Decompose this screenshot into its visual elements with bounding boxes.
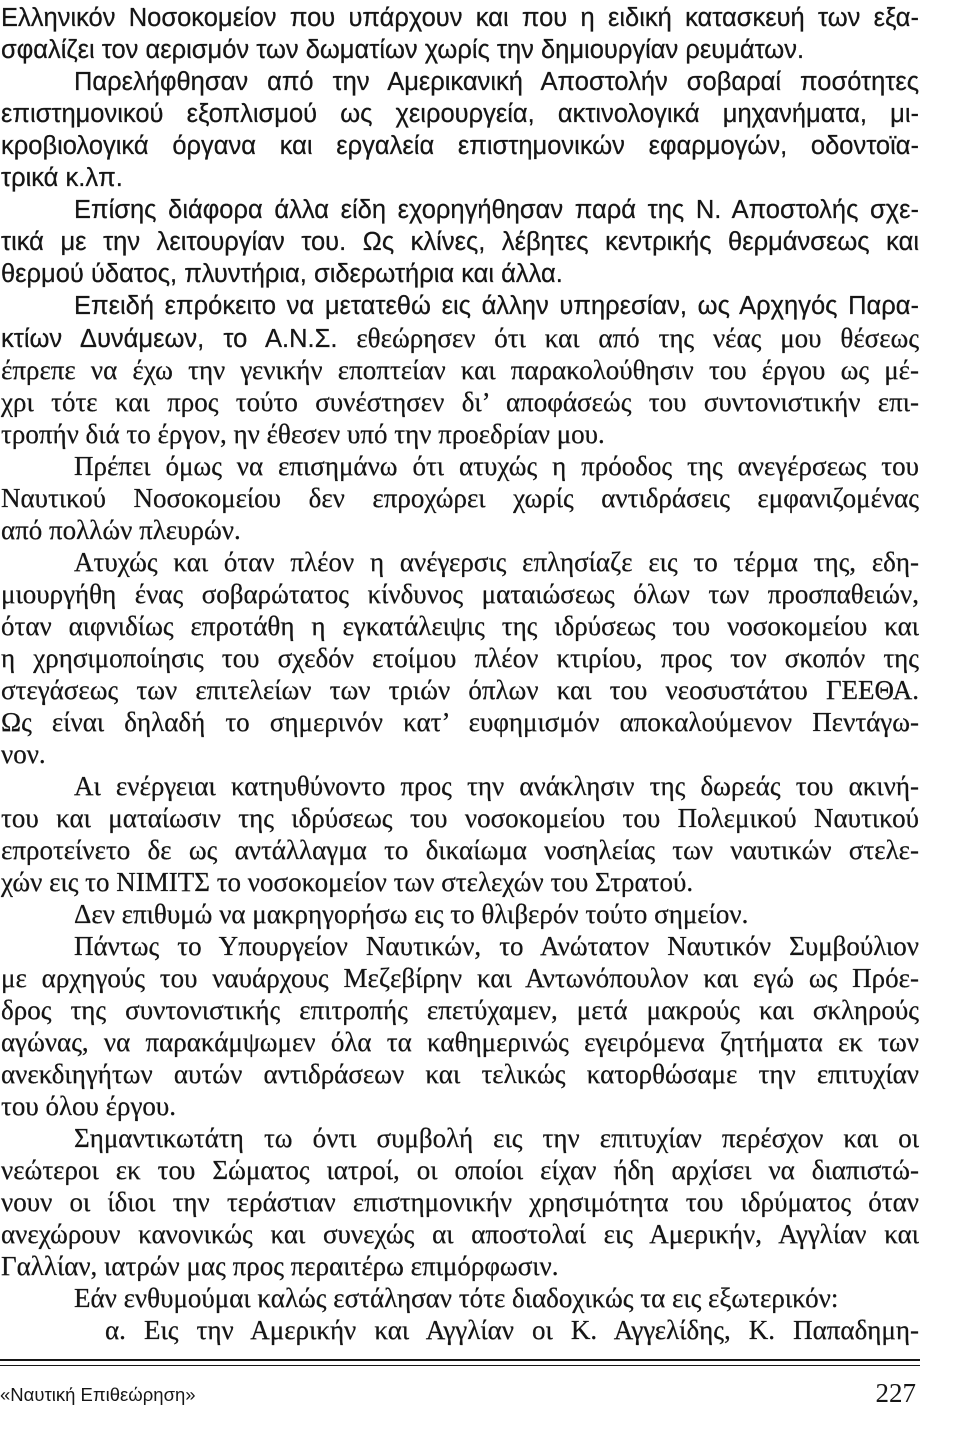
text-line [1,290,919,322]
line-text [1,323,919,353]
line-text: νεώτεροι εκ του Σώματος ιατροί, οι οποίοι είχαν ήδη αρχίσει να διαπιστώ- [1,1155,919,1185]
text-line [1,162,919,194]
text-line [1,674,919,706]
line-text: τικά με την λειτουργίαν του. Ως κλίνες, λέβητες κεντρικής θερμάνσεως και [1,228,919,256]
line-text: σφαλίζει τον αερισμόν των δωματίων χωρίς την δημιουργίαν ρευμάτων. [1,36,805,64]
line-text: επροτείνετο δε ως αντάλλαγμα το δικαίωμα νοσηλείας των ναυτικών στελε- [1,835,919,865]
line-text: Γαλλίαν, ιατρών μας προς περαιτέρω επιμόρφωσιν. [1,1251,559,1281]
paragraph [1,1282,919,1314]
line-text: χών εις το ΝΙΜΙΤΣ το νοσοκομείον των στελεχών του Στρατού. [1,867,694,897]
text-line [1,802,919,834]
text-line [1,1250,919,1282]
line-text: χρι τότε και προς τούτο συνέστησεν δι’ αποφάσεώς του συντονιστικήν επι- [1,387,919,417]
line-text: επιστημονικού εξοπλισμού ως χειρουργεία, ακτινολογικά μηχανήματα, μι- [1,100,919,128]
text-line [1,354,919,386]
paragraph [1,898,919,930]
line-segment: εθεώρησεν ότι και από της νέας μου θέσεως [356,323,920,353]
paragraph [1,450,919,546]
text-line [1,482,919,514]
paragraph [1,770,919,898]
footer-rule [0,1359,920,1366]
text-line [1,962,919,994]
text-line [1,770,919,802]
line-text: όταν αιφνιδίως επροτάθη η εγκατάλειψις της ιδρύσεως του νοσοκομείου και [1,611,920,641]
line-text: Ναυτικού Νοσοκομείου δεν επροχώρει χωρίς αντιδράσεις εμφανιζομένας [1,483,919,513]
line-text: Αι ενέργειαι κατηυθύνοντο προς την ανάκλησιν της δωρεάς του ακινή- [74,771,919,801]
line-segment: κτίων Δυνάμεων, το Α.Ν.Σ. [1,325,338,353]
page-number: 227 [875,1378,916,1408]
text-line [1,642,919,674]
text-line [1,834,919,866]
text-line [1,514,919,546]
text-line [1,386,919,418]
text-line [1,578,919,610]
line-text: Επειδή επρόκειτο να μετατεθώ εις άλλην υπηρεσίαν, ως Αρχηγός Παρα- [74,292,920,320]
paragraph [1,1314,919,1346]
text-line [1,1218,919,1250]
line-text: κροβιολογικά όργανα και εργαλεία επιστημονικών εφαρμογών, οδοντοϊα- [1,132,919,160]
line-text: Ως είναι δηλαδή το σημερινόν κατ’ ευφημισμόν αποκαλούμενον Πεντάγω- [1,707,920,737]
text-line [1,450,919,482]
paragraph [1,290,919,450]
line-text: νουν οι ίδιοι την τεράστιαν επιστημονικήν χρησιμότητα του ιδρύματος όταν [1,1187,919,1217]
line-text: ανεκδιηγήτων αυτών αντιδράσεων και τελικώς κατορθώσαμε την επιτυχίαν [1,1059,919,1089]
text-line [1,418,919,450]
text-line [1,194,919,226]
text-line [1,546,919,578]
line-text: Παρελήφθησαν από την Αμερικανική Αποστολήν σοβαραί ποσότητες [74,68,919,96]
line-text: Δεν επιθυμώ να μακρηγορήσω εις το θλιβερόν τούτο σημείον. [74,899,749,929]
publication-name: «Ναυτική Επιθεώρηση» [0,1384,196,1405]
text-line [1,930,919,962]
line-text: νον. [1,739,46,769]
line-text: τροπήν διά το έργον, ην έθεσεν υπό την προεδρίαν μου. [1,419,605,449]
paragraph [1,194,919,290]
text-line [1,898,919,930]
text-line [1,258,919,290]
text-line [1,2,919,34]
line-text: η χρησιμοποίησις του σχεδόν ετοίμου πλέον κτιρίου, προς τον σκοπόν της [1,643,919,673]
text-line [1,738,919,770]
text-line [1,1122,919,1154]
article-body [1,2,919,1346]
line-text: τρικά κ.λπ. [1,164,123,192]
line-text: έπρεπε να έχω την γενικήν εποπτείαν και παρακολούθησιν του έργου ως μέ- [1,355,919,385]
line-text: στεγάσεως των επιτελείων των τριών όπλων και του νεοσυστάτου ΓΕΕΘΑ. [1,675,919,705]
text-line [1,1058,919,1090]
text-line [1,1026,919,1058]
line-text: θερμού ύδατος, πλυντήρια, σιδερωτήρια και άλλα. [1,260,563,288]
text-line [1,98,919,130]
paragraph [1,66,919,194]
paragraph [1,930,919,1122]
text-line [1,866,919,898]
paragraph [1,546,919,770]
text-line [1,322,919,354]
text-line [1,226,919,258]
text-line [1,130,919,162]
line-text: με αρχηγούς του ναυάρχους Μεζεβίρην και Αντωνόπουλον και εγώ ως Πρόε- [1,963,919,993]
text-line [1,1154,919,1186]
line-text: από πολλών πλευρών. [1,515,241,545]
line-text: αγώνας, να παρακάμψωμεν όλα τα καθημερινώς εγειρόμενα ζητήματα εκ των [1,1027,919,1057]
text-line [1,1282,919,1314]
line-text: του και ματαίωσιν της ιδρύσεως του νοσοκομείου του Πολεμικού Ναυτικού [1,803,919,833]
line-text: Εάν ενθυμούμαι καλώς εστάλησαν τότε διαδοχικώς τα εις εξωτερικόν: [74,1283,839,1313]
line-text: δρος της συντονιστικής επιτροπής επετύχαμεν, μετά μακρούς και σκληρούς [1,995,919,1025]
text-line [1,66,919,98]
line-text: Πάντως το Υπουργείον Ναυτικών, το Ανώτατον Ναυτικόν Συμβούλιον [74,931,920,961]
text-line [1,706,919,738]
text-line [1,1090,919,1122]
paragraph [1,1122,919,1282]
line-text: Πρέπει όμως να επισημάνω ότι ατυχώς η πρόοδος της ανεγέρσεως του [74,451,919,481]
text-line [1,610,919,642]
line-text: Ελληνικόν Νοσοκομείον που υπάρχουν και που η ειδική κατασκευή των εξα- [1,4,919,32]
line-text: α. Εις την Αμερικήν και Αγγλίαν οι Κ. Αγγελίδης, Κ. Παπαδημη- [105,1315,919,1345]
paragraph [1,2,919,66]
line-text: Ατυχώς και όταν πλέον η ανέγερσις επλησίαζε εις το τέρμα της, εδη- [74,547,919,577]
line-text: Επίσης διάφορα άλλα είδη εχορηγήθησαν παρά της Ν. Αποστολής σχε- [74,196,919,224]
text-line [1,1186,919,1218]
line-text: Σημαντικωτάτη τω όντι συμβολή εις την επιτυχίαν περέσχον και οι [74,1123,919,1153]
text-line [1,34,919,66]
line-text: μιουργήθη ένας σοβαρώτατος κίνδυνος ματαιώσεως όλων των προσπαθειών, [1,579,919,609]
line-text: του όλου έργου. [1,1091,177,1121]
text-line [1,994,919,1026]
text-line [1,1314,919,1346]
line-text: ανεχώρουν κανονικώς και συνεχώς αι αποστολαί εις Αμερικήν, Αγγλίαν και [1,1219,919,1249]
